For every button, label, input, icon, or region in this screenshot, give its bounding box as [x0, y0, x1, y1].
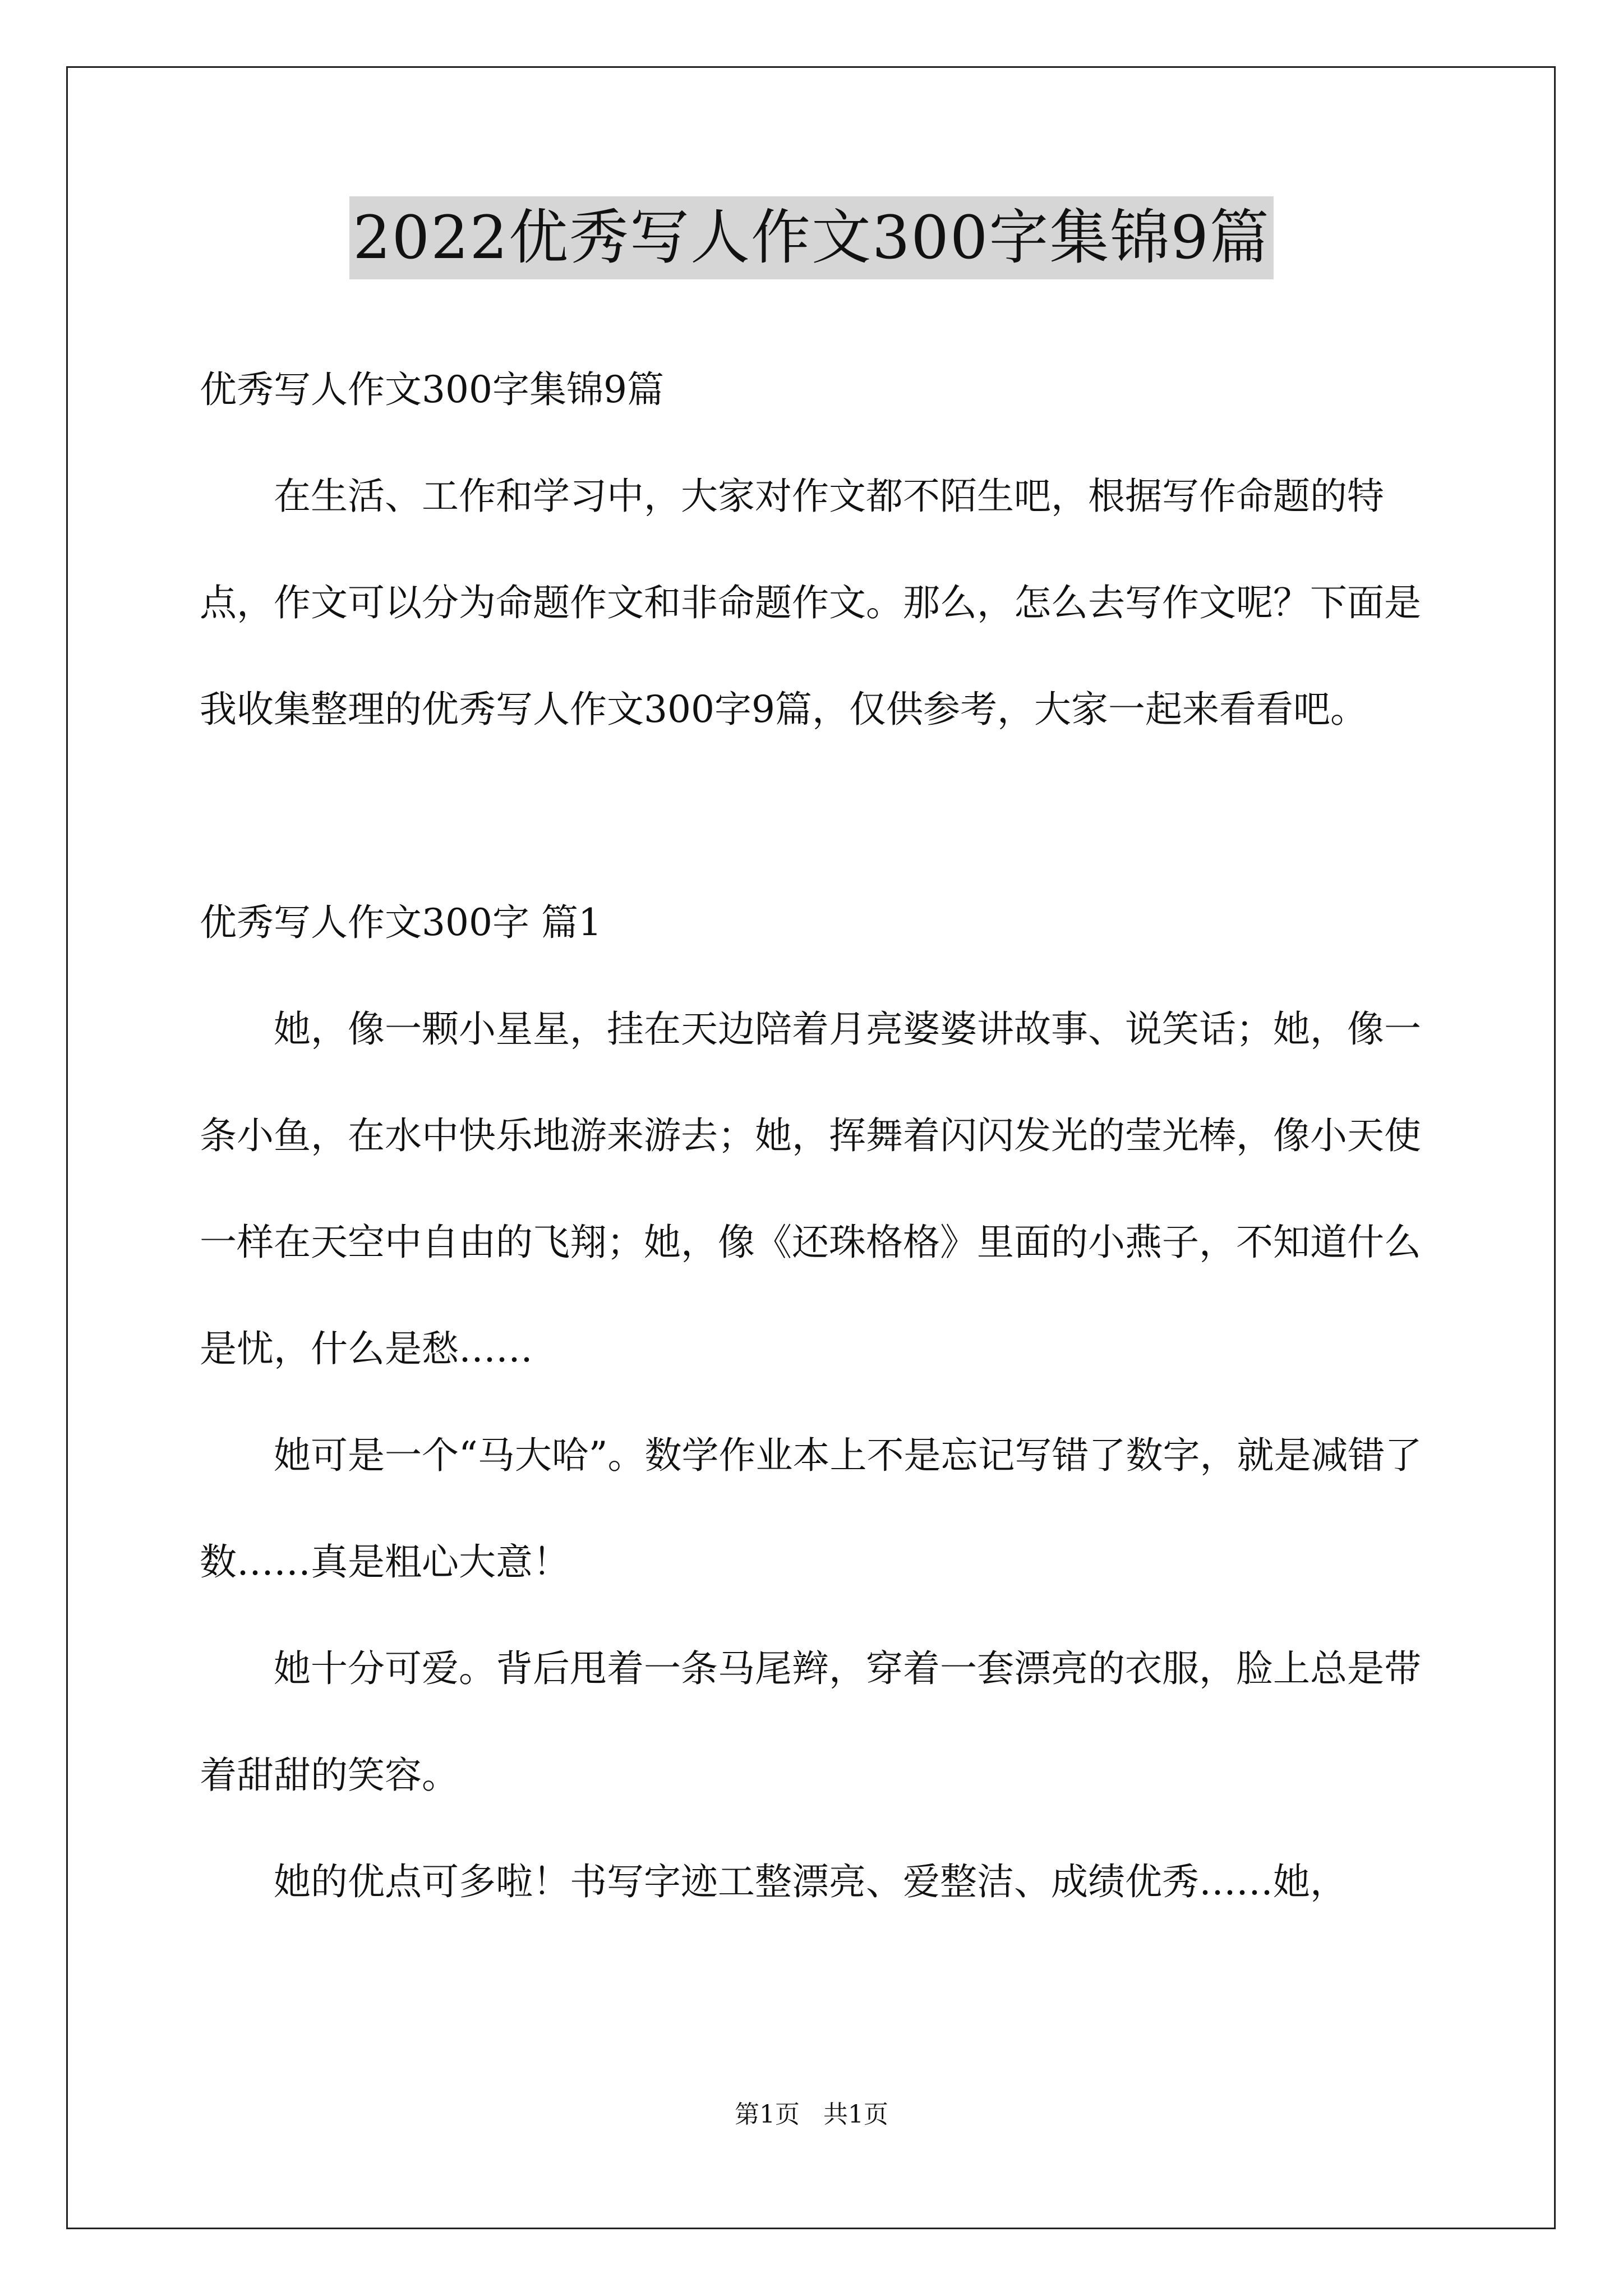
body-paragraph: 她的优点可多啦！书写字迹工整漂亮、爱整洁、成绩优秀……她，: [274, 1860, 1347, 1903]
section-heading: 优秀写人作文300字 篇1: [200, 901, 602, 944]
document-title: 2022优秀写人作文300字集锦9篇: [349, 196, 1274, 279]
body-paragraph: 她，像一颗小星星，挂在天边陪着月亮婆婆讲故事、说笑话；她，像一条小鱼，在水中快乐地游来游去；她，挥舞着闪闪发光的莹光棒，像小天使一样在天空中自由的飞翔；她，像《还珠格格》里面的小燕子，不知道什么是忧，什么是愁……: [200, 1007, 1421, 1370]
body-paragraph: 她十分可爱。背后甩着一条马尾辫，穿着一套漂亮的衣服，脸上总是带着甜甜的笑容。: [200, 1647, 1421, 1797]
intro-paragraph: 在生活、工作和学习中，大家对作文都不陌生吧，根据写作命题的特点，作文可以分为命题作文和非命题作文。那么，怎么去写作文呢？下面是我收集整理的优秀写人作文300字9篇，仅供参考，大家一起来看看吧。: [200, 475, 1421, 731]
title-container: [0, 196, 1623, 279]
page-footer: 第1页 共1页: [735, 2100, 888, 2129]
body-paragraph: 她可是一个“马大哈”。数学作业本上不是忘记写错了数字，就是减错了数……真是粗心大意！: [200, 1434, 1422, 1584]
document-body: [200, 337, 1456, 1935]
document-subtitle: 优秀写人作文300字集锦9篇: [200, 368, 664, 411]
